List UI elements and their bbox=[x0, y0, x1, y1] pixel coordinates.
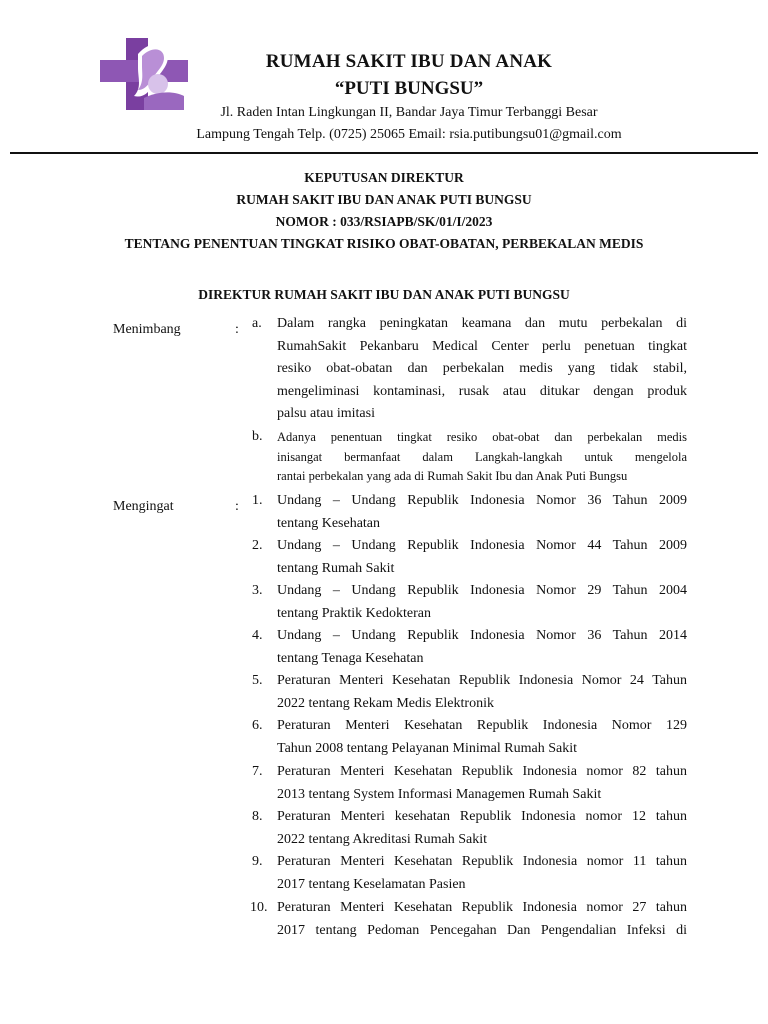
mengingat-item-7 bbox=[277, 761, 687, 806]
text-line: palsu atau imitasi bbox=[277, 406, 375, 421]
text-line: Peraturan Menteri Kesehatan Republik Indonesia nomor 11 tahun bbox=[277, 854, 687, 869]
mengingat-item-5 bbox=[277, 670, 687, 715]
mengingat-item-3 bbox=[277, 580, 687, 625]
decree-institution: RUMAH SAKIT IBU DAN ANAK PUTI BUNGSU bbox=[236, 192, 532, 207]
text-line: Undang – Undang Republik Indonesia Nomor 44 Tahun 2009 bbox=[277, 538, 687, 553]
text-line: 2013 tentang System Informasi Managemen Rumah Sakit bbox=[277, 786, 602, 802]
mengingat-item-9 bbox=[277, 851, 687, 896]
hospital-name-line2: “PUTI BUNGSU” bbox=[334, 78, 484, 99]
mengingat-item-8 bbox=[277, 806, 687, 851]
hospital-name-line1: RUMAH SAKIT IBU DAN ANAK bbox=[265, 51, 553, 72]
text-line: Adanya penentuan tingkat resiko obat-obat dan perbekalan medis bbox=[277, 430, 687, 444]
text-line: Peraturan Menteri Kesehatan Republik Indonesia Nomor 24 Tahun bbox=[277, 673, 687, 688]
list-marker: 3. bbox=[252, 583, 263, 598]
list-marker: 4. bbox=[252, 628, 263, 643]
list-marker: 1. bbox=[252, 493, 263, 508]
menimbang-item-b bbox=[277, 428, 687, 487]
text-line: rantai perbekalan yang ada di Rumah Sakit Ibu dan Anak Puti Bungsu bbox=[277, 469, 628, 483]
text-line: Undang – Undang Republik Indonesia Nomor 36 Tahun 2009 bbox=[277, 493, 687, 508]
menimbang-label: Menimbang bbox=[113, 322, 181, 337]
list-marker: a. bbox=[252, 316, 262, 331]
mengingat-item-10 bbox=[277, 897, 687, 942]
mengingat-colon: : bbox=[235, 499, 239, 514]
list-marker: b. bbox=[252, 429, 263, 444]
mengingat-item-4 bbox=[277, 625, 687, 670]
letterhead-divider bbox=[10, 152, 758, 154]
text-line: tentang Rumah Sakit bbox=[277, 560, 395, 576]
text-line: Dalam rangka peningkatan keamana dan mutu perbekalan di bbox=[277, 316, 687, 331]
mengingat-item-1 bbox=[277, 490, 687, 535]
decree-title: KEPUTUSAN DIREKTUR bbox=[304, 170, 464, 185]
text-line: Peraturan Menteri Kesehatan Republik Indonesia nomor 27 tahun bbox=[277, 900, 687, 915]
text-line: RumahSakit Pekanbaru Medical Center perlu penetuan tingkat bbox=[277, 338, 687, 354]
text-line: tentang Tenaga Kesehatan bbox=[277, 650, 424, 666]
text-line: resiko obat-obatan dan perbekalan medis yang tidak stabil, bbox=[277, 361, 687, 376]
mengingat-item-6 bbox=[277, 715, 687, 760]
text-line: Undang – Undang Republik Indonesia Nomor 36 Tahun 2014 bbox=[277, 628, 687, 643]
hospital-address-line1: Jl. Raden Intan Lingkungan II, Bandar Jaya Timur Terbanggi Besar bbox=[220, 105, 598, 120]
menimbang-item-a bbox=[277, 313, 687, 426]
text-line: inisangat bermanfaat dalam Langkah-langkah untuk mengelola bbox=[277, 449, 687, 464]
decree-issuer: DIREKTUR RUMAH SAKIT IBU DAN ANAK PUTI BUNGSU bbox=[198, 287, 570, 302]
list-marker: 10. bbox=[250, 900, 268, 915]
text-line: 2017 tentang Pedoman Pencegahan Dan Pengendalian Infeksi di bbox=[277, 922, 687, 938]
list-marker: 2. bbox=[252, 538, 263, 553]
mengingat-item-2 bbox=[277, 535, 687, 580]
text-line: Peraturan Menteri Kesehatan Republik Indonesia nomor 82 tahun bbox=[277, 764, 687, 779]
text-line: Undang – Undang Republik Indonesia Nomor 29 Tahun 2004 bbox=[277, 583, 687, 598]
text-line: Tahun 2008 tentang Pelayanan Minimal Rumah Sakit bbox=[277, 740, 577, 756]
decree-subject: TENTANG PENENTUAN TINGKAT RISIKO OBAT-OBATAN, PERBEKALAN MEDIS bbox=[124, 236, 644, 251]
text-line: tentang Kesehatan bbox=[277, 515, 381, 531]
list-marker: 8. bbox=[252, 809, 263, 824]
hospital-logo bbox=[98, 34, 190, 112]
text-line: 2022 tentang Akreditasi Rumah Sakit bbox=[277, 831, 487, 847]
menimbang-colon: : bbox=[235, 322, 239, 337]
text-line: Peraturan Menteri Kesehatan Republik Indonesia Nomor 129 bbox=[277, 718, 687, 733]
list-marker: 6. bbox=[252, 718, 263, 733]
list-marker: 5. bbox=[252, 673, 263, 688]
text-line: 2017 tentang Keselamatan Pasien bbox=[277, 876, 466, 892]
decree-number: NOMOR : 033/RSIAPB/SK/01/I/2023 bbox=[275, 214, 493, 229]
text-line: mengeliminasi kontaminasi, rusak atau ditukar dengan produk bbox=[277, 383, 687, 399]
text-line: tentang Praktik Kedokteran bbox=[277, 605, 431, 621]
mengingat-label: Mengingat bbox=[113, 499, 174, 514]
list-marker: 7. bbox=[252, 764, 263, 779]
text-line: Peraturan Menteri kesehatan Republik Indonesia nomor 12 tahun bbox=[277, 809, 687, 824]
hospital-address-line2: Lampung Tengah Telp. (0725) 25065 Email: rsia.putibungsu01@gmail.com bbox=[196, 127, 622, 142]
list-marker: 9. bbox=[252, 854, 263, 869]
text-line: 2022 tentang Rekam Medis Elektronik bbox=[277, 695, 494, 711]
